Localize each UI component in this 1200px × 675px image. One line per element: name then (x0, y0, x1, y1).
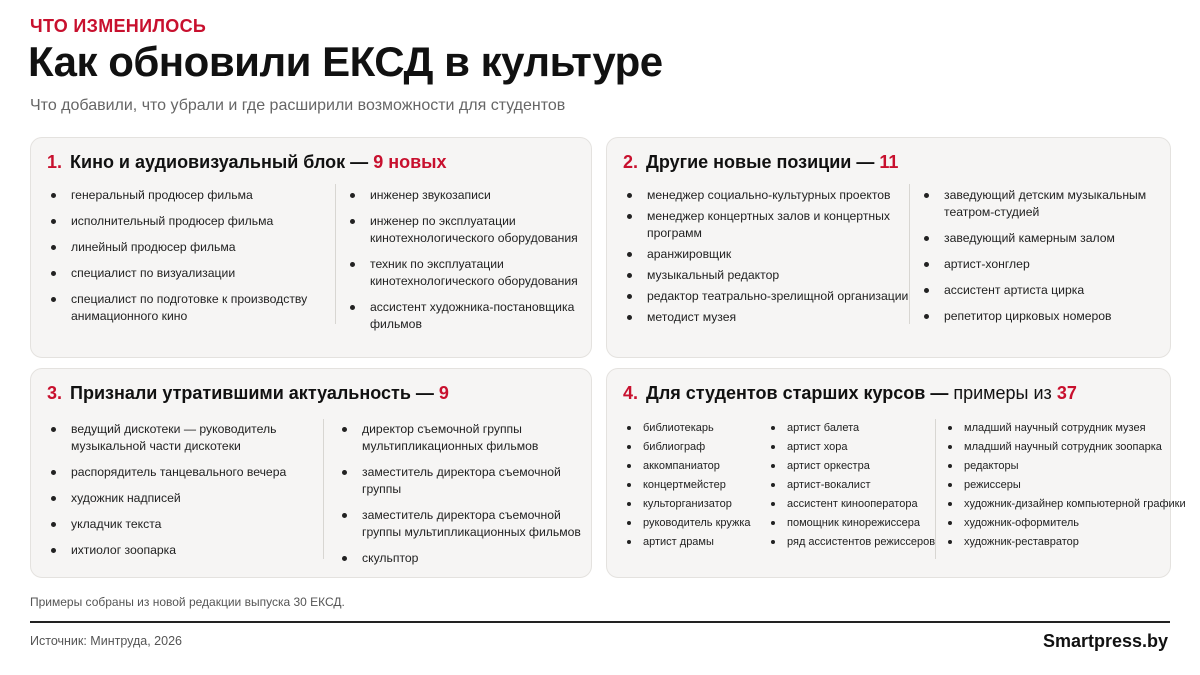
list-item: художник-дизайнер компьютерной графики (946, 497, 1167, 511)
card-dash: — (410, 383, 439, 403)
card-count: 9 (438, 383, 449, 403)
list-item: ассистент художника-постановщика фильмов (348, 299, 585, 333)
list-item: художник-оформитель (946, 516, 1167, 530)
card-title: Для студентов старших курсов (646, 383, 926, 403)
list-item: скульптор (340, 550, 585, 567)
card-number: 2. (623, 152, 639, 172)
list-item: специалист по визуализации (49, 265, 339, 282)
list-item: ассистент кинооператора (769, 497, 939, 511)
source-credit: Источник: Минтруда, 2026 (30, 634, 182, 648)
item-list (340, 421, 585, 567)
list-item: заведующий детским музыкальным театром-студией (922, 187, 1164, 221)
card-title: Кино и аудиовизуальный блок (70, 152, 346, 172)
card-other-col-1 (625, 187, 915, 330)
divider (30, 621, 1170, 623)
list-item: редактор театрально-зрелищной организации (625, 288, 915, 305)
list-item: артист-вокалист (769, 478, 939, 492)
list-item: заместитель директора съемочной группы (340, 464, 585, 498)
card-cinema-heading (47, 152, 447, 173)
list-item: ведущий дискотеки — руководитель музыкальной части дискотеки (49, 421, 329, 455)
list-item: заведующий камерным залом (922, 230, 1164, 247)
card-number: 1. (47, 152, 63, 172)
card-title: Признали утратившими актуальность (70, 383, 411, 403)
item-list (769, 421, 939, 549)
list-item: техник по эксплуатации кинотехнологического оборудования (348, 256, 585, 290)
list-item: режиссеры (946, 478, 1167, 492)
list-item: артист-хонглер (922, 256, 1164, 273)
card-count: 9 новых (373, 152, 447, 172)
list-item: концертмейстер (625, 478, 775, 492)
item-list (49, 421, 329, 559)
card-other-new (606, 137, 1171, 358)
list-item: ихтиолог зоопарка (49, 542, 329, 559)
list-item: распорядитель танцевального вечера (49, 464, 329, 481)
item-list (625, 421, 775, 549)
list-item: ассистент артиста цирка (922, 282, 1164, 299)
footnote: Примеры собраны из новой редакции выпуска 30 ЕКСД. (30, 595, 345, 609)
card-count-prefix: примеры из (953, 383, 1057, 403)
list-item: аккомпаниатор (625, 459, 775, 473)
list-item: артист балета (769, 421, 939, 435)
card-dash: — (925, 383, 954, 403)
list-item: музыкальный редактор (625, 267, 915, 284)
list-item: художник надписей (49, 490, 329, 507)
list-item: художник-реставратор (946, 535, 1167, 549)
list-item: укладчик текста (49, 516, 329, 533)
item-list (946, 421, 1186, 549)
list-item: заместитель директора съемочной группы мультипликационных фильмов (340, 507, 585, 541)
card-obsolete-col-2 (323, 419, 585, 565)
page-subtitle: Что добавили, что убрали и где расширили возможности для студентов (30, 97, 566, 114)
card-count: 37 (1056, 383, 1077, 403)
list-item: директор съемочной группы мультипликационных фильмов (340, 421, 585, 455)
list-item: специалист по подготовке к производству анимационного кино (49, 291, 339, 325)
card-dash: — (345, 152, 374, 172)
card-other-heading (623, 152, 898, 173)
list-item: библиограф (625, 440, 775, 454)
list-item: инженер звукозаписи (348, 187, 585, 204)
kicker: ЧТО ИЗМЕНИЛОСЬ (30, 16, 207, 36)
card-obsolete (30, 368, 592, 578)
card-dash: — (851, 152, 880, 172)
list-item: менеджер концертных залов и концертных программ (625, 208, 915, 242)
list-item: артист оркестра (769, 459, 939, 473)
card-students-col-2 (769, 421, 939, 554)
list-item: инженер по эксплуатации кинотехнологического оборудования (348, 213, 585, 247)
item-list (49, 187, 339, 325)
card-obsolete-col-1 (49, 421, 329, 568)
list-item: младший научный сотрудник музея (946, 421, 1167, 435)
list-item: менеджер социально-культурных проектов (625, 187, 915, 204)
card-students-heading (623, 383, 1077, 404)
card-count: 11 (879, 152, 899, 172)
card-students (606, 368, 1186, 578)
list-item: исполнительный продюсер фильма (49, 213, 339, 230)
list-item: артист драмы (625, 535, 775, 549)
list-item: артист хора (769, 440, 939, 454)
item-list (625, 187, 915, 326)
page-title: Как обновили ЕКСД в культуре (28, 38, 663, 85)
card-number: 3. (47, 383, 63, 403)
list-item: помощник кинорежиссера (769, 516, 939, 530)
list-item: генеральный продюсер фильма (49, 187, 339, 204)
card-cinema (30, 137, 592, 358)
card-students-col-3 (935, 419, 1186, 559)
card-number: 4. (623, 383, 639, 403)
card-students-col-1 (625, 421, 775, 554)
card-cinema-col-1 (49, 187, 339, 334)
list-item: младший научный сотрудник зоопарка (946, 440, 1167, 454)
list-item: ряд ассистентов режиссеров (769, 535, 939, 549)
card-title: Другие новые позиции (646, 152, 852, 172)
list-item: культорганизатор (625, 497, 775, 511)
card-cinema-col-2 (335, 184, 585, 331)
brand-logo: Smartpress.by (1042, 631, 1168, 651)
card-other-col-2 (909, 184, 1164, 324)
list-item: линейный продюсер фильма (49, 239, 339, 256)
list-item: руководитель кружка (625, 516, 775, 530)
item-list (922, 187, 1164, 325)
list-item: редакторы (946, 459, 1167, 473)
list-item: репетитор цирковых номеров (922, 308, 1164, 325)
item-list (348, 187, 585, 333)
list-item: библиотекарь (625, 421, 775, 435)
list-item: методист музея (625, 309, 915, 326)
card-obsolete-heading (47, 383, 449, 404)
list-item: аранжировщик (625, 246, 915, 263)
